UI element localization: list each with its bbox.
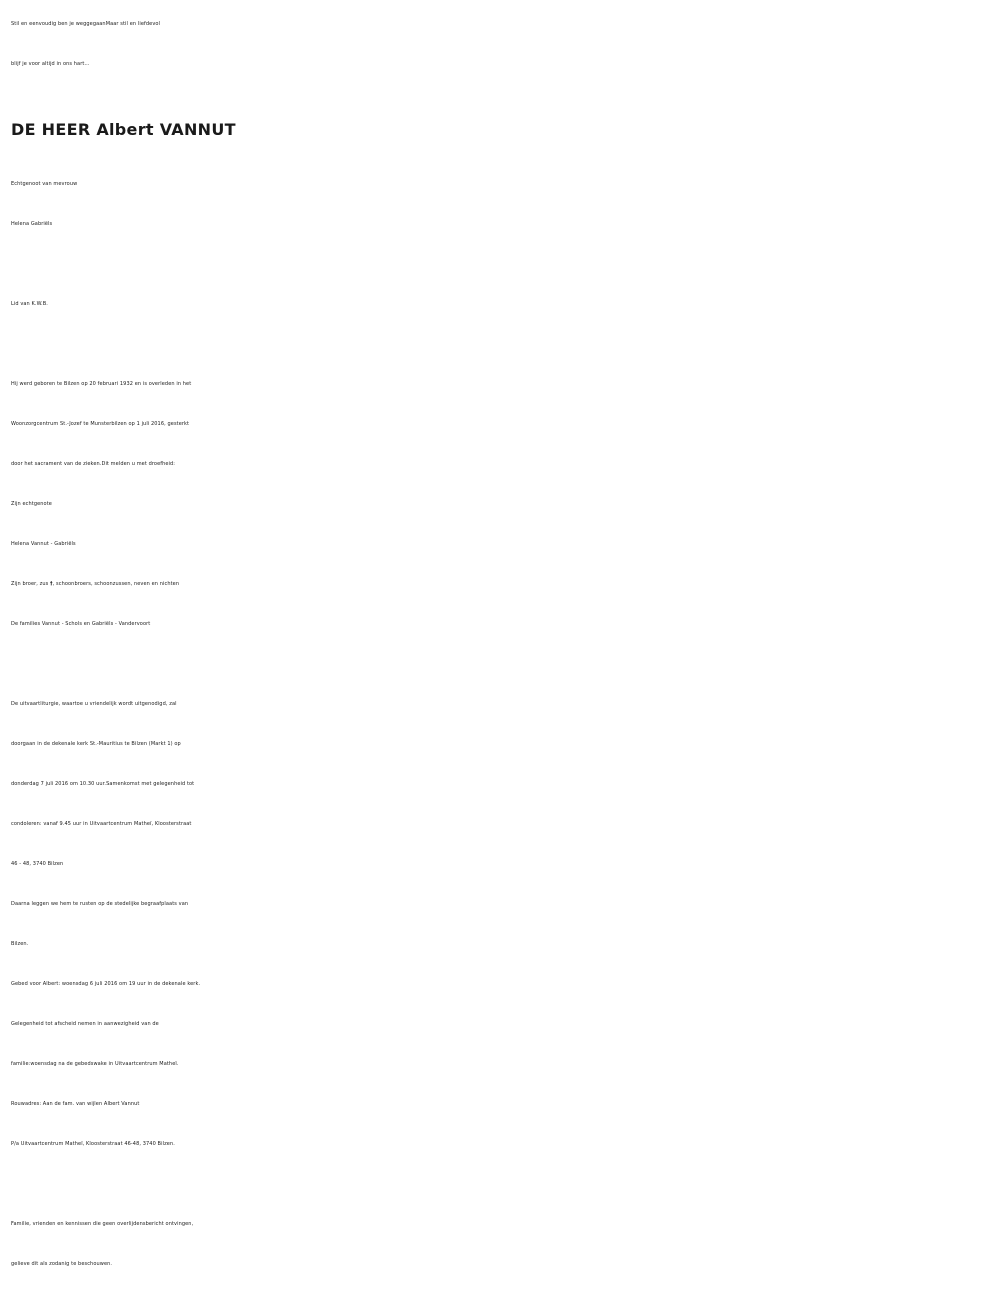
- obituary-document: [11, 4, 991, 1284]
- closing-line: gelieve dit als zodanig te beschouwen.: [11, 1261, 113, 1267]
- spouse-line: Echtgenoot van mevrouw: [11, 181, 78, 187]
- deceased-name: DE HEER Albert VANNUT: [11, 120, 236, 139]
- poem: [11, 4, 991, 84]
- announcement-line: Zijn echtgenote: [11, 501, 52, 507]
- spacer: [11, 324, 991, 364]
- funeral-line: De uitvaartliturgie, waartoe u vriendelijk wordt uitgenodigd, zal: [11, 701, 177, 707]
- announcement-text: Zijn broer, zus: [11, 581, 51, 587]
- poem-line: blijf je voor altijd in ons hart...: [11, 61, 90, 67]
- membership: Lid van K.W.B.: [11, 301, 48, 307]
- announcement-text: , schoonbroers, schoonzussen, neven en nichten: [52, 581, 180, 587]
- funeral-line: donderdag 7 juli 2016 om 10.30 uur.Samenkomst met gelegenheid tot: [11, 781, 195, 787]
- funeral-line: condoleren: vanaf 9.45 uur in Uitvaartcentrum Matheï, Kloosterstraat: [11, 821, 192, 827]
- funeral-details: [11, 684, 991, 1164]
- announcement-line: [11, 564, 991, 604]
- closing-line: Familie, vrienden en kennissen die geen overlijdensbericht ontvingen,: [11, 1221, 194, 1227]
- spouse-info: [11, 164, 991, 244]
- announcement-line: Hij werd geboren te Bilzen op 20 februari 1932 en is overleden in het: [11, 381, 192, 387]
- spacer: [11, 244, 991, 284]
- poem-line: Stil en eenvoudig ben je weggegaanMaar stil en liefdevol: [11, 21, 161, 27]
- funeral-line: 46 - 48, 3740 Bilzen: [11, 861, 64, 867]
- announcement-line: Helena Vannut - Gabriëls: [11, 541, 76, 547]
- announcement-line: De families Vannut - Schols en Gabriëls - Vandervoort: [11, 621, 151, 627]
- funeral-line: Gelegenheid tot afscheid nemen in aanwezigheid van de: [11, 1021, 159, 1027]
- funeral-line: P/a Uitvaartcentrum Matheï, Kloosterstraat 46-48, 3740 Bilzen.: [11, 1141, 175, 1147]
- funeral-line: familie:woensdag na de gebedswake in Uitvaartcentrum Matheï.: [11, 1061, 179, 1067]
- spacer: [11, 1164, 991, 1204]
- announcement-line: Woonzorgcentrum St.-Jozef te Munsterbilzen op 1 juli 2016, gesterkt: [11, 421, 190, 427]
- spacer: [11, 644, 991, 684]
- closing-note: [11, 1204, 991, 1284]
- funeral-line: Daarna leggen we hem te rusten op de stedelijke begraafplaats van: [11, 901, 189, 907]
- spouse-line: Helena Gabriëls: [11, 221, 53, 227]
- cross-icon: †: [50, 581, 53, 587]
- funeral-line: doorgaan in de dekenale kerk St.-Mauritius te Bilzen (Markt 1) op: [11, 741, 181, 747]
- funeral-line: Rouwadres: Aan de fam. van wijlen Albert Vannut: [11, 1101, 140, 1107]
- funeral-line: Bilzen.: [11, 941, 29, 947]
- announcement-line: door het sacrament van de zieken.Dit melden u met droefheid:: [11, 461, 176, 467]
- funeral-line: Gebed voor Albert: woensdag 6 juli 2016 om 19 uur in de dekenale kerk.: [11, 981, 201, 987]
- announcement: [11, 364, 991, 644]
